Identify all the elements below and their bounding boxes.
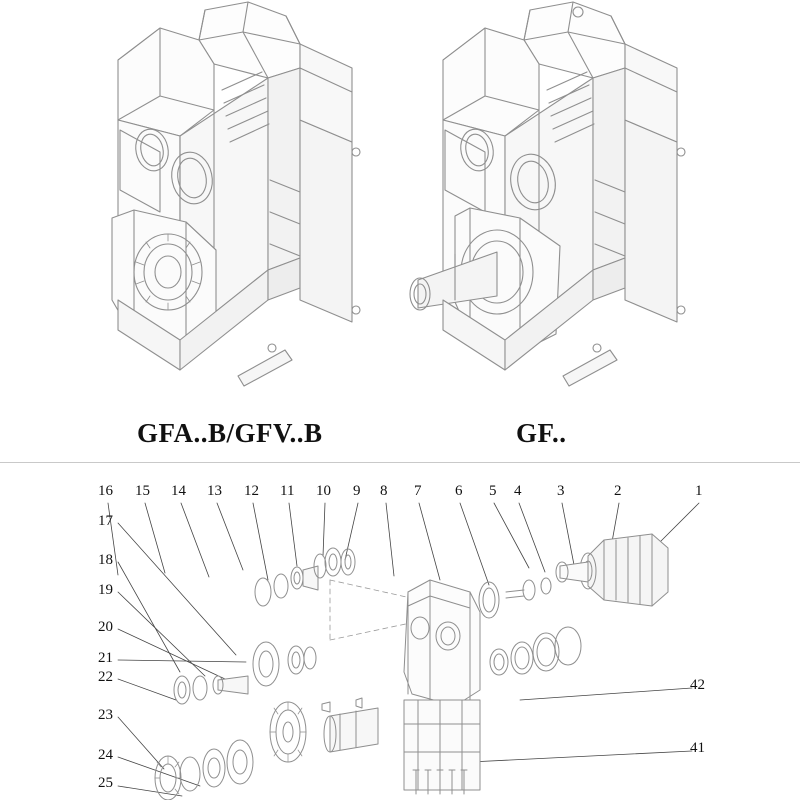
callout-4: 4 <box>514 483 522 499</box>
callout-20: 20 <box>98 619 113 635</box>
callout-1: 1 <box>695 483 703 499</box>
callout-17: 17 <box>98 513 113 529</box>
callout-25: 25 <box>98 775 113 791</box>
callout-2: 2 <box>614 483 622 499</box>
callout-42: 42 <box>690 677 705 693</box>
callout-8: 8 <box>380 483 388 499</box>
callout-6: 6 <box>455 483 463 499</box>
callout-9: 9 <box>353 483 361 499</box>
callout-16: 16 <box>98 483 113 499</box>
callout-3: 3 <box>557 483 565 499</box>
callout-41: 41 <box>690 740 705 756</box>
callout-10: 10 <box>316 483 331 499</box>
leader-lines-left <box>118 523 246 796</box>
exploded-gears-left <box>155 642 378 800</box>
exploded-shaft-top <box>255 548 355 606</box>
callout-19: 19 <box>98 582 113 598</box>
model-label-gfa-gfv: GFA..B/GFV..B <box>137 418 323 448</box>
callout-7: 7 <box>414 483 422 499</box>
callout-13: 13 <box>207 483 222 499</box>
callout-12: 12 <box>244 483 259 499</box>
exploded-motor-block <box>556 534 668 606</box>
leader-lines-right <box>470 688 692 762</box>
exploded-housing <box>404 580 480 790</box>
callout-18: 18 <box>98 552 113 568</box>
callout-5: 5 <box>489 483 497 499</box>
callout-14: 14 <box>171 483 186 499</box>
model-label-gf: GF.. <box>516 418 567 448</box>
callout-11: 11 <box>280 483 295 499</box>
callout-23: 23 <box>98 707 113 723</box>
callout-24: 24 <box>98 747 113 763</box>
callout-15: 15 <box>135 483 150 499</box>
callout-21: 21 <box>98 650 113 666</box>
exploded-rings-right <box>479 578 581 675</box>
callout-22: 22 <box>98 669 113 685</box>
